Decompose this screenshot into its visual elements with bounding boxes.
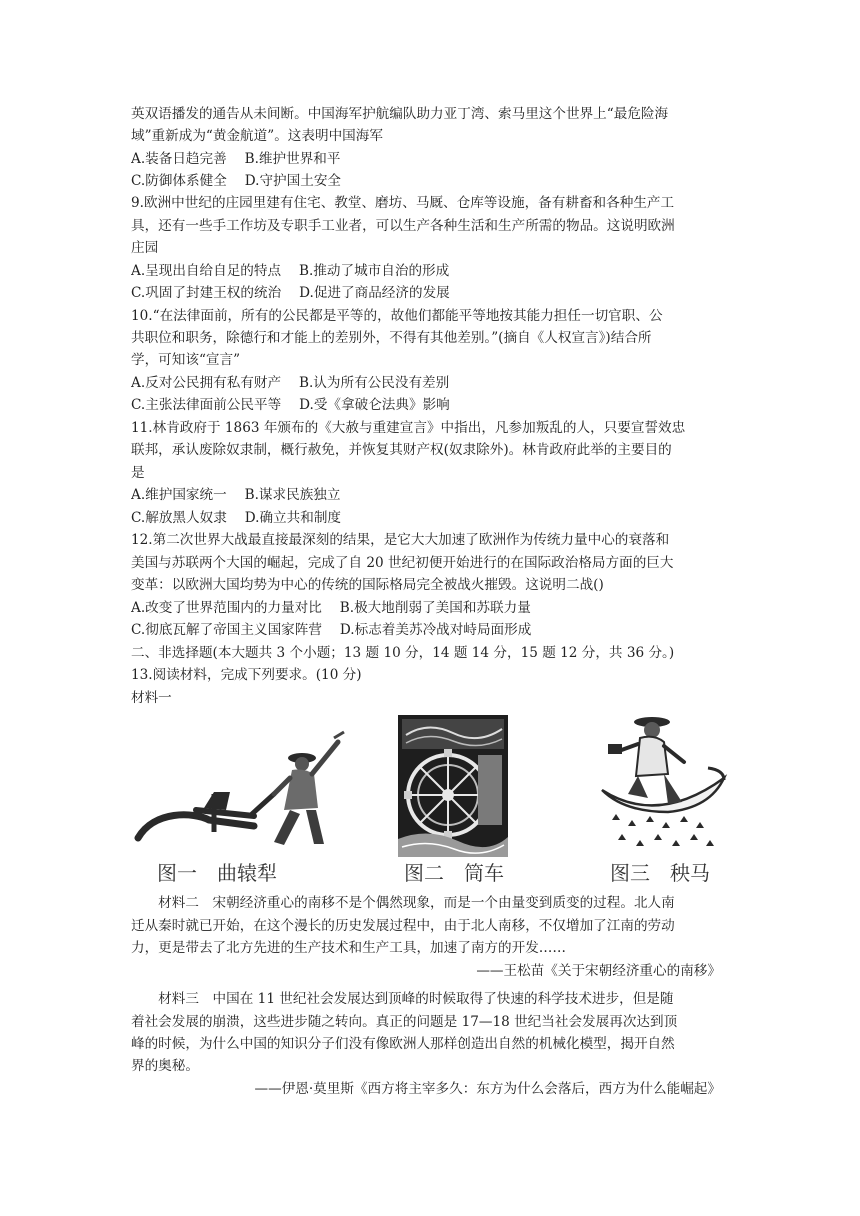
seedling-horse-illustration [598,708,728,858]
option-line: A.反对公民拥有私有财产 B.认为所有公民没有差别 [131,375,450,391]
option-line: C.解放黑人奴隶 D.确立共和制度 [131,510,342,526]
option-line: C.巩固了封建王权的统治 D.促进了商品经济的发展 [131,285,450,301]
material-label: 材料一 [131,690,172,706]
text-line: 11.林肯政府于 1863 年颁布的《大赦与重建宣言》中指出，凡参加叛乱的人，只要宣誓效忠 [131,420,686,436]
figure-caption-seedling-horse: 图三 秧马 [610,861,710,885]
material-line: 材料三 中国在 11 世纪社会发展达到顶峰的时候取得了快速的科学技术进步，但是随 [131,991,674,1007]
material-line: 材料二 宋朝经济重心的南移不是个偶然现象，而是一个由量变到质变的过程。北人南 [131,895,675,911]
section-heading: 二、非选择题(本大题共 3 个小题；13 题 10 分，14 题 14 分，15 题 12 分，共 36 分。) [131,645,675,661]
material-source: ——王松苗《关于宋朝经济重心的南移》 [476,963,721,979]
waterwheel-illustration [398,715,508,857]
option-line: C.彻底瓦解了帝国主义国家阵营 D.标志着美苏冷战对峙局面形成 [131,622,532,638]
text-line: 9.欧洲中世纪的庄园里建有住宅、教堂、磨坊、马厩、仓库等设施，备有耕畜和各种生产工 [131,195,675,211]
plough-illustration [134,730,359,855]
figure-caption-waterwheel: 图二 筒车 [404,861,504,885]
material-line: 迁从秦时就已开始，在这个漫长的历史发展过程中，由于北人南移，不仅增加了江南的劳动 [131,918,675,934]
option-line: A.维护国家统一 B.谋求民族独立 [131,487,341,503]
option-line: A.呈现出自给自足的特点 B.推动了城市自治的形成 [131,263,450,279]
text-line: 变革：以欧洲大国均势为中心的传统的国际格局完全被战火摧毁。这说明二战() [131,577,604,593]
material-line: 着社会发展的崩溃，这些进步随之转向。真正的问题是 17—18 世纪当社会发展再次达到顶 [131,1014,678,1030]
option-line: C.防御体系健全 D.守护国土安全 [131,173,342,189]
material-line: 界的奥秘。 [131,1058,199,1074]
option-line: C.主张法律面前公民平等 D.受《拿破仑法典》影响 [131,397,450,413]
text-line: 共职位和职务，除德行和才能上的差别外，不得有其他差别。”(摘自《人权宣言》)结合所 [131,330,652,346]
text-line: 具，还有一些手工作坊及专职手工业者，可以生产各种生活和生产所需的物品。这说明欧洲 [131,218,675,234]
material-line: 力，更是带去了北方先进的生产技术和生产工具，加速了南方的开发…… [131,940,566,956]
material-source: ——伊恩·莫里斯《西方将主宰多久：东方为什么会落后，西方为什么能崛起》 [254,1081,721,1097]
text-line: 域”重新成为“黄金航道”。这表明中国海军 [131,128,383,144]
text-line: 庄园 [131,240,159,256]
option-line: A.装备日趋完善 B.维护世界和平 [131,151,341,167]
text-line: 10.“在法律面前，所有的公民都是平等的，故他们都能平等地按其能力担任一切官职、公 [131,308,663,324]
text-line: 学，可知该“宣言” [131,352,241,368]
text-line: 英双语播发的通告从未间断。中国海军护航编队助力亚丁湾、索马里这个世界上“最危险海 [131,106,669,122]
text-line: 联邦，承认废除奴隶制，概行赦免，并恢复其财产权(奴隶除外)。林肯政府此举的主要目的 [131,442,672,458]
option-line: A.改变了世界范围内的力量对比 B.极大地削弱了美国和苏联力量 [131,600,531,616]
text-line: 美国与苏联两个大国的崛起，完成了自 20 世纪初便开始进行的在国际政治格局方面的巨大 [131,555,674,571]
text-line: 12.第二次世界大战最直接最深刻的结果，是它大大加速了欧洲作为传统力量中心的衰落和 [131,532,670,548]
figure-caption-plough: 图一 曲辕犁 [157,861,277,885]
text-line: 是 [131,465,145,481]
material-line: 峰的时候，为什么中国的知识分子们没有像欧洲人那样创造出自然的机械化模型，揭开自然 [131,1036,675,1052]
question-heading: 13.阅读材料，完成下列要求。(10 分) [131,667,362,683]
